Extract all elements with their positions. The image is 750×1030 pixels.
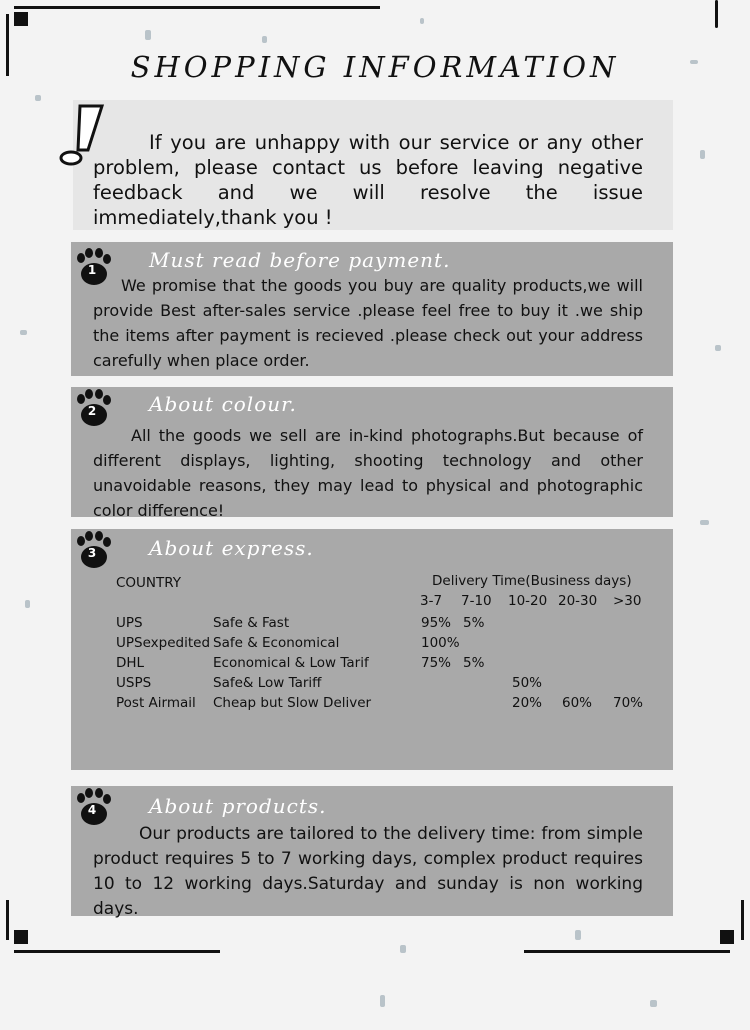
background-speck	[420, 18, 424, 24]
section-title: About express.	[149, 536, 314, 560]
section-number: 4	[87, 803, 97, 817]
background-speck	[650, 1000, 657, 1007]
top-right-edge-mark	[715, 0, 718, 28]
range-header: 10-20	[508, 593, 548, 609]
carrier-desc: Economical & Low Tarif	[213, 655, 369, 671]
carrier-desc: Safe & Economical	[213, 635, 340, 651]
delivery-value: 5%	[463, 655, 485, 671]
delivery-time-header: Delivery Time(Business days)	[432, 573, 632, 589]
carrier-name: USPS	[116, 675, 152, 691]
background-speck	[400, 945, 406, 953]
section-title: About products.	[149, 794, 327, 818]
carrier-name: Post Airmail	[116, 695, 196, 711]
country-header: COUNTRY	[116, 575, 182, 591]
delivery-value: 100%	[421, 635, 460, 651]
section-number: 3	[87, 546, 97, 560]
background-speck	[700, 150, 705, 159]
carrier-name: UPS	[116, 615, 143, 631]
delivery-value: 75%	[421, 655, 452, 671]
background-speck	[380, 995, 385, 1007]
carrier-desc: Cheap but Slow Deliver	[213, 695, 372, 711]
background-speck	[700, 520, 709, 525]
delivery-value: 70%	[613, 695, 644, 711]
section-express	[71, 529, 673, 770]
section-products	[71, 786, 673, 919]
delivery-value: 5%	[463, 615, 485, 631]
carrier-desc: Safe & Fast	[213, 615, 290, 631]
section-title: Must read before payment.	[149, 248, 451, 272]
section-text: All the goods we sell are in-kind photographs.But because of different displays, lighting, shooting technology and other unavoidable reasons, they may lead to physical and photographic color difference!	[93, 426, 643, 520]
range-header: 20-30	[558, 593, 598, 609]
section-number: 2	[87, 404, 97, 418]
carrier-desc: Safe& Low Tariff	[213, 675, 322, 691]
delivery-value: 20%	[512, 695, 543, 711]
section-number: 1	[87, 263, 97, 277]
background-speck	[35, 95, 41, 101]
intro-text: If you are unhappy with our service or any other problem, please contact us before leaving negative feedback and we will resolve the issue immediately,thank you !	[93, 131, 643, 229]
page-title: SHOPPING INFORMATION	[130, 50, 620, 84]
background-speck	[25, 600, 30, 608]
carrier-name: DHL	[116, 655, 145, 671]
background-speck	[715, 345, 721, 351]
background-speck	[20, 330, 27, 335]
section-text: We promise that the goods you buy are quality products,we will provide Best after-sales service .please feel free to buy it .we ship the items after payment is recieved .please check out your address carefully when place order.	[93, 276, 643, 370]
range-header: 3-7	[420, 593, 443, 609]
section-title: About colour.	[149, 392, 297, 416]
delivery-value: 50%	[512, 675, 543, 691]
section-colour	[71, 387, 673, 520]
section-text: Our products are tailored to the delivery time: from simple product requires 5 to 7 working days, complex product requires 10 to 12 working days.Saturday and sunday is non working days.	[93, 824, 643, 919]
delivery-value: 60%	[562, 695, 593, 711]
carrier-name: UPSexpedited	[116, 635, 211, 651]
range-header: >30	[613, 593, 642, 609]
delivery-value: 95%	[421, 615, 452, 631]
section-payment	[71, 242, 673, 376]
range-header: 7-10	[461, 593, 492, 609]
